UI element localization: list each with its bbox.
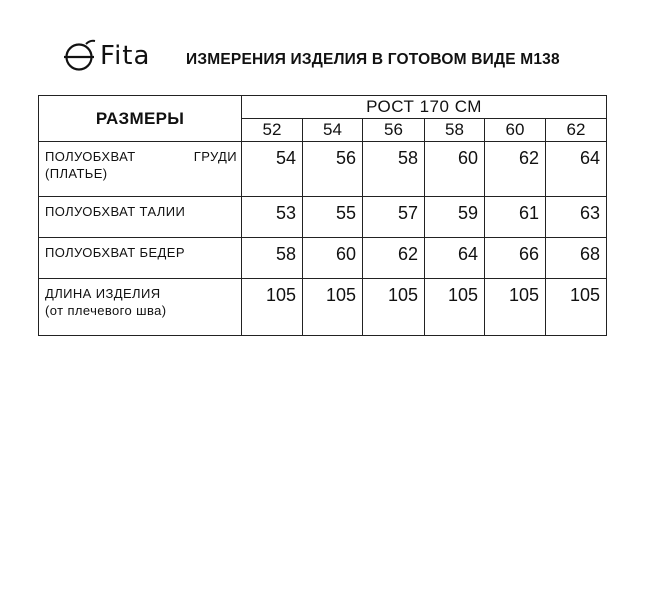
- size-column-header: 62: [546, 119, 607, 142]
- table-cell: 55: [303, 197, 363, 238]
- brand-logo: [62, 38, 150, 74]
- table-row: [39, 142, 607, 197]
- table-row: [39, 279, 607, 336]
- sizes-header: РАЗМЕРЫ: [39, 96, 242, 142]
- row-label-note: (от плечевого шва): [45, 303, 167, 318]
- fita-monogram-icon: [62, 38, 96, 74]
- table-cell: 68: [546, 238, 607, 279]
- row-label-length: [39, 279, 242, 336]
- table-cell: 105: [363, 279, 425, 336]
- table-cell: 59: [425, 197, 485, 238]
- table-cell: 60: [425, 142, 485, 197]
- size-chart-table: [38, 95, 607, 336]
- table-cell: 54: [242, 142, 303, 197]
- table-cell: 66: [485, 238, 546, 279]
- table-cell: 56: [303, 142, 363, 197]
- row-label-text: ДЛИНА ИЗДЕЛИЯ: [45, 286, 161, 301]
- table-cell: 105: [546, 279, 607, 336]
- document-title: ИЗМЕРЕНИЯ ИЗДЕЛИЯ В ГОТОВОМ ВИДЕ М138: [186, 51, 560, 68]
- row-label-text: ПОЛУОБХВАТ ТАЛИИ: [45, 204, 186, 219]
- brand-name: Fita: [100, 41, 151, 71]
- size-column-header: 58: [425, 119, 485, 142]
- size-column-header: 54: [303, 119, 363, 142]
- table-cell: 62: [485, 142, 546, 197]
- row-label-waist: [39, 197, 242, 238]
- row-label-text: ПОЛУОБХВАТ БЕДЕР: [45, 245, 185, 260]
- table-cell: 58: [363, 142, 425, 197]
- row-label-text: ГРУДИ: [193, 149, 237, 164]
- table-row: [39, 197, 607, 238]
- table-cell: 57: [363, 197, 425, 238]
- size-column-header: 60: [485, 119, 546, 142]
- table-cell: 105: [425, 279, 485, 336]
- table-cell: 105: [242, 279, 303, 336]
- row-label-note: (ПЛАТЬЕ): [45, 166, 108, 181]
- row-label-hips: [39, 238, 242, 279]
- size-column-header: 56: [363, 119, 425, 142]
- table-cell: 61: [485, 197, 546, 238]
- table-header-row: [39, 96, 607, 119]
- table-cell: 53: [242, 197, 303, 238]
- height-header: РОСТ 170 СМ: [242, 96, 607, 119]
- table-cell: 62: [363, 238, 425, 279]
- table-cell: 64: [546, 142, 607, 197]
- table-cell: 60: [303, 238, 363, 279]
- table-cell: 58: [242, 238, 303, 279]
- size-column-header: 52: [242, 119, 303, 142]
- row-label-chest: [39, 142, 242, 197]
- table-cell: 63: [546, 197, 607, 238]
- table-cell: 64: [425, 238, 485, 279]
- table-cell: 105: [485, 279, 546, 336]
- table-cell: 105: [303, 279, 363, 336]
- row-label-text: ПОЛУОБХВАТ: [45, 149, 136, 164]
- table-row: [39, 238, 607, 279]
